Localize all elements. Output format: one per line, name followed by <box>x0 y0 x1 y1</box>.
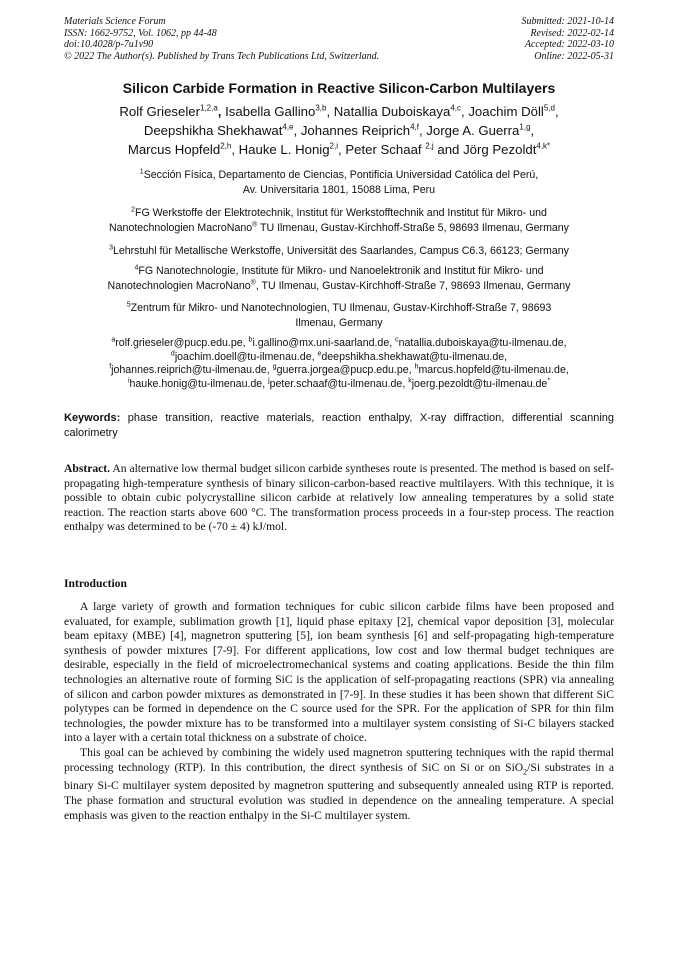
journal-issn: ISSN: 1662-9752, Vol. 1062, pp 44-48 <box>64 27 217 39</box>
affiliation-3 <box>58 244 620 259</box>
affiliation-number: 1 <box>139 168 144 176</box>
paragraph: This goal can be achieved by combining the widely used magnetron sputtering techniques with the rapid thermal processing technology (RTP). In this contribution, the direct synthesis of SiC on Si or on SiO$_2$/Si substrates in a binary Si-C multilayer system deposited by magnetron sputtering and subsequently annealed using RTP is reported. The phase formation and structural evolution was studied in dependence on the annealing temperature. A special emphasis was given to the reaction enthalpy in the Si-C multilayer system. <box>64 745 614 822</box>
email-letter: b <box>248 336 253 344</box>
author-affiliation-sup: 1,2,a <box>200 103 218 113</box>
and-word: and <box>437 142 460 157</box>
journal-info <box>64 16 444 62</box>
email-list: $^a$rolf.grieseler@pucp.edu.pe, $^b$i.gallino@mx.uni-saarland.de, $^c$natallia.duboiskaya@tu-ilmenau.de, $^d$joachim.doell@tu-ilmenau.de, $^e$deepshikha.shekhawat@tu-ilmenau.de, $^f$johannes.reiprich@tu-ilmenau.de, $^g$guerra.jorgea@pucp.edu.pe, $^h$marcus.hopfeld@tu-ilmenau.de, $^i$hauke.honig@tu-ilmenau.de, $^j$peter.schaaf@tu-ilmenau.de, $^k$joerg.pezoldt@tu-ilmenau.de* <box>109 336 569 390</box>
registered-mark: ® <box>252 220 258 228</box>
author-affiliation-sup: 4,e <box>282 122 294 132</box>
email-link[interactable]: joachim.doell@tu-ilmenau.de <box>174 350 312 363</box>
email-letter: c <box>395 336 399 344</box>
copyright-notice: © 2022 The Author(s). Published by Trans Tech Publications Ltd, Switzerland. <box>64 50 380 62</box>
affiliation-text: FG Werkstoffe der Elektrotechnik, Institut für Werkstofftechnik and Institut für Mikro- und <box>134 207 547 219</box>
author-name: Marcus Hopfeld <box>127 142 221 157</box>
affiliation-number: 3 <box>109 244 113 252</box>
online-date: Online: 2022-05-31 <box>534 50 614 62</box>
author-name: Joachim Döll <box>468 104 544 119</box>
email-letter: a <box>111 336 116 344</box>
affiliation-4 <box>58 264 620 293</box>
submission-dates <box>414 16 614 62</box>
affiliation-text: Sección Física, Departamento de Ciencias, Pontificia Universidad Católica del Perú, <box>143 169 539 181</box>
affiliation-text: Nanotechnologien MacroNano <box>107 279 251 292</box>
author-name: Johannes Reiprich <box>300 123 411 138</box>
affiliation-text: Ilmenau, Germany <box>295 316 383 329</box>
author-name: Jorge A. Guerra <box>426 123 520 138</box>
email-link[interactable]: johannes.reiprich@tu-ilmenau.de <box>111 364 267 377</box>
email-link[interactable]: natallia.duboiskaya@tu-ilmenau.de <box>398 337 564 349</box>
author-name: Jörg Pezoldt <box>463 142 537 157</box>
journal-name: Materials Science Forum <box>64 16 166 27</box>
affiliation-text: FG Nanotechnologie, Institute für Mikro- und Nanoelektronik and Institut für Mikro- und <box>138 265 544 277</box>
keywords-text: phase transition, reactive materials, reaction enthalpy, X-ray diffraction, differential scanning calorimetry <box>64 412 614 439</box>
email-letter: g <box>272 363 277 371</box>
affiliation-5 <box>58 301 620 330</box>
email-letter: j <box>268 377 270 385</box>
author-line: Marcus Hopfeld$^{2,h}$, Hauke L. Honig$^{2,i}$, Peter Schaaf $^{2,j}$ and Jörg Pezoldt$^{4,k*}$ <box>127 141 551 157</box>
affiliation-number: 2 <box>131 206 135 214</box>
email-letter: d <box>170 350 175 358</box>
email-letter: k <box>408 377 412 385</box>
author-affiliation-sup: 2,j <box>425 141 434 151</box>
author-name: Hauke L. Honig <box>238 142 330 157</box>
abstract-label: Abstract. <box>64 462 111 475</box>
email-link[interactable]: hauke.honig@tu-ilmenau.de <box>129 377 263 390</box>
abstract-text: An alternative low thermal budget silicon carbide syntheses route is presented. The method is based on self-propagating high-temperature synthesis of binary silicon-carbon-based reactive multilayers. With this technique, it is possible to obtain cubic polycrystalline silicon carbide at relatively low annealing temperatures by a solid state reaction. The reaction starts above 600 °C. The transformation process proceeds in a four-step process. The reaction enthalpy was determined to be (-70 ± 4) kJ/mol. <box>64 462 614 534</box>
email-letter: e <box>317 350 322 358</box>
corresponding-star: * <box>547 377 551 385</box>
affiliation-text: Av. Universitaria 1801, 15088 Lima, Peru <box>242 183 436 196</box>
author-name: Peter Schaaf <box>345 142 422 157</box>
email-link[interactable]: rolf.grieseler@pucp.edu.pe <box>115 337 243 349</box>
revised-date: Revised: 2022-02-14 <box>530 27 614 39</box>
affiliation-2 <box>58 206 620 235</box>
email-link[interactable]: marcus.hopfeld@tu-ilmenau.de <box>418 364 566 377</box>
author-affiliation-sup: 2,h <box>220 141 232 151</box>
abstract <box>64 462 614 535</box>
affiliation-number: 4 <box>134 264 139 272</box>
author-name: Isabella Gallino <box>225 104 316 119</box>
email-letter: f <box>109 363 112 371</box>
paper-title: Silicon Carbide Formation in Reactive Silicon-Carbon Multilayers <box>122 80 556 96</box>
author-affiliation-sup: 4,c <box>450 103 461 113</box>
email-link[interactable]: deepshikha.shekhawat@tu-ilmenau.de <box>321 350 505 363</box>
author-name: Deepshikha Shekhawat <box>143 123 283 138</box>
affiliation-number: 5 <box>126 301 131 309</box>
submitted-date: Submitted: 2021-10-14 <box>521 16 614 27</box>
accepted-date: Accepted: 2022-03-10 <box>524 39 614 50</box>
author-name: Natallia Duboiskaya <box>333 104 451 119</box>
author-line: Deepshikha Shekhawat$^{4,e}$, Johannes Reiprich$^{4,f}$, Jorge A. Guerra$^{1,g}$, <box>143 122 535 138</box>
author-affiliation-sup: 5,d <box>543 103 555 113</box>
affiliation-text: , TU Ilmenau, Gustav-Kirchhoff-Straße 7, 98693 Ilmenau, Germany <box>255 279 571 292</box>
author-affiliation-sup: 3,b <box>315 103 327 113</box>
registered-mark: ® <box>250 278 256 286</box>
affiliation-text: Nanotechnologien MacroNano <box>109 221 253 234</box>
affiliation-text: Zentrum für Mikro- und Nanotechnologien, TU Ilmenau, Gustav-Kirchhoff-Straße 7, 98693 <box>130 302 552 314</box>
keywords <box>64 411 614 441</box>
keywords-label: Keywords: <box>64 412 121 424</box>
affiliation-1 <box>58 168 620 197</box>
doi-link[interactable]: doi:10.4028/p-7u1v90 <box>64 39 154 50</box>
author-affiliation-sup: 4,k* <box>536 141 551 151</box>
author-affiliation-sup: 1,g <box>519 122 531 132</box>
email-link[interactable]: guerra.jorgea@pucp.edu.pe <box>276 364 409 377</box>
affiliation-text: TU Ilmenau, Gustav-Kirchhoff-Straße 5, 98693 Ilmenau, Germany <box>257 221 569 234</box>
author-name: Rolf Grieseler <box>119 104 200 119</box>
author-line: Rolf Grieseler$^{1,2,a}$, Isabella Gallino$^{3,b}$, Natallia Duboiskaya$^{4,c}$, Joachim Döll$^{5,d}$, <box>119 103 559 119</box>
email-link[interactable]: i.gallino@mx.uni-saarland.de <box>252 337 390 349</box>
email-letter: h <box>414 363 419 371</box>
introduction-body <box>64 600 614 823</box>
section-heading-introduction: Introduction <box>64 577 127 590</box>
paragraph: A large variety of growth and formation techniques for cubic silicon carbide films have been proposed and evaluated, for example, sublimation growth [1], liquid phase epitaxy [2], chemical vapor deposition [3], molecular beam epitaxy (MBE) [4], magnetron sputtering [5], ion beam synthesis [6] and self-propagating high-temperature synthesis of powder mixtures [7-9]. For different applications, low cost and low thermal budget techniques are desirable, especially in the field of microelectromechanical systems and coating applications. Beside the thin film technologies an alternative route of forming SiC is the application of self-propagating reactions (SPR) via annealing of silicon and carbon powder mixtures as demonstrated in [7-9]. In these studies it has been shown that different SiC polytypes can be formed in dependence on the C source used for the SPR. For the application of SPR for thin film technologies, the powder mixture has to be transformed into a multilayer system consisting of Si-C bilayers stacked into a layer with a certain total thickness on a substrate of choice. <box>64 600 614 745</box>
email-link[interactable]: joerg.pezoldt@tu-ilmenau.de <box>411 377 548 390</box>
author-affiliation-sup: 2,i <box>329 141 338 151</box>
email-link[interactable]: peter.schaaf@tu-ilmenau.de <box>269 377 403 390</box>
affiliation-text: Lehrstuhl für Metallische Werkstoffe, Universität des Saarlandes, Campus C6.3, 66123; Germany <box>112 245 569 257</box>
author-affiliation-sup: 4,f <box>410 122 419 132</box>
author-list <box>50 102 628 159</box>
email-letter: i <box>127 377 130 385</box>
